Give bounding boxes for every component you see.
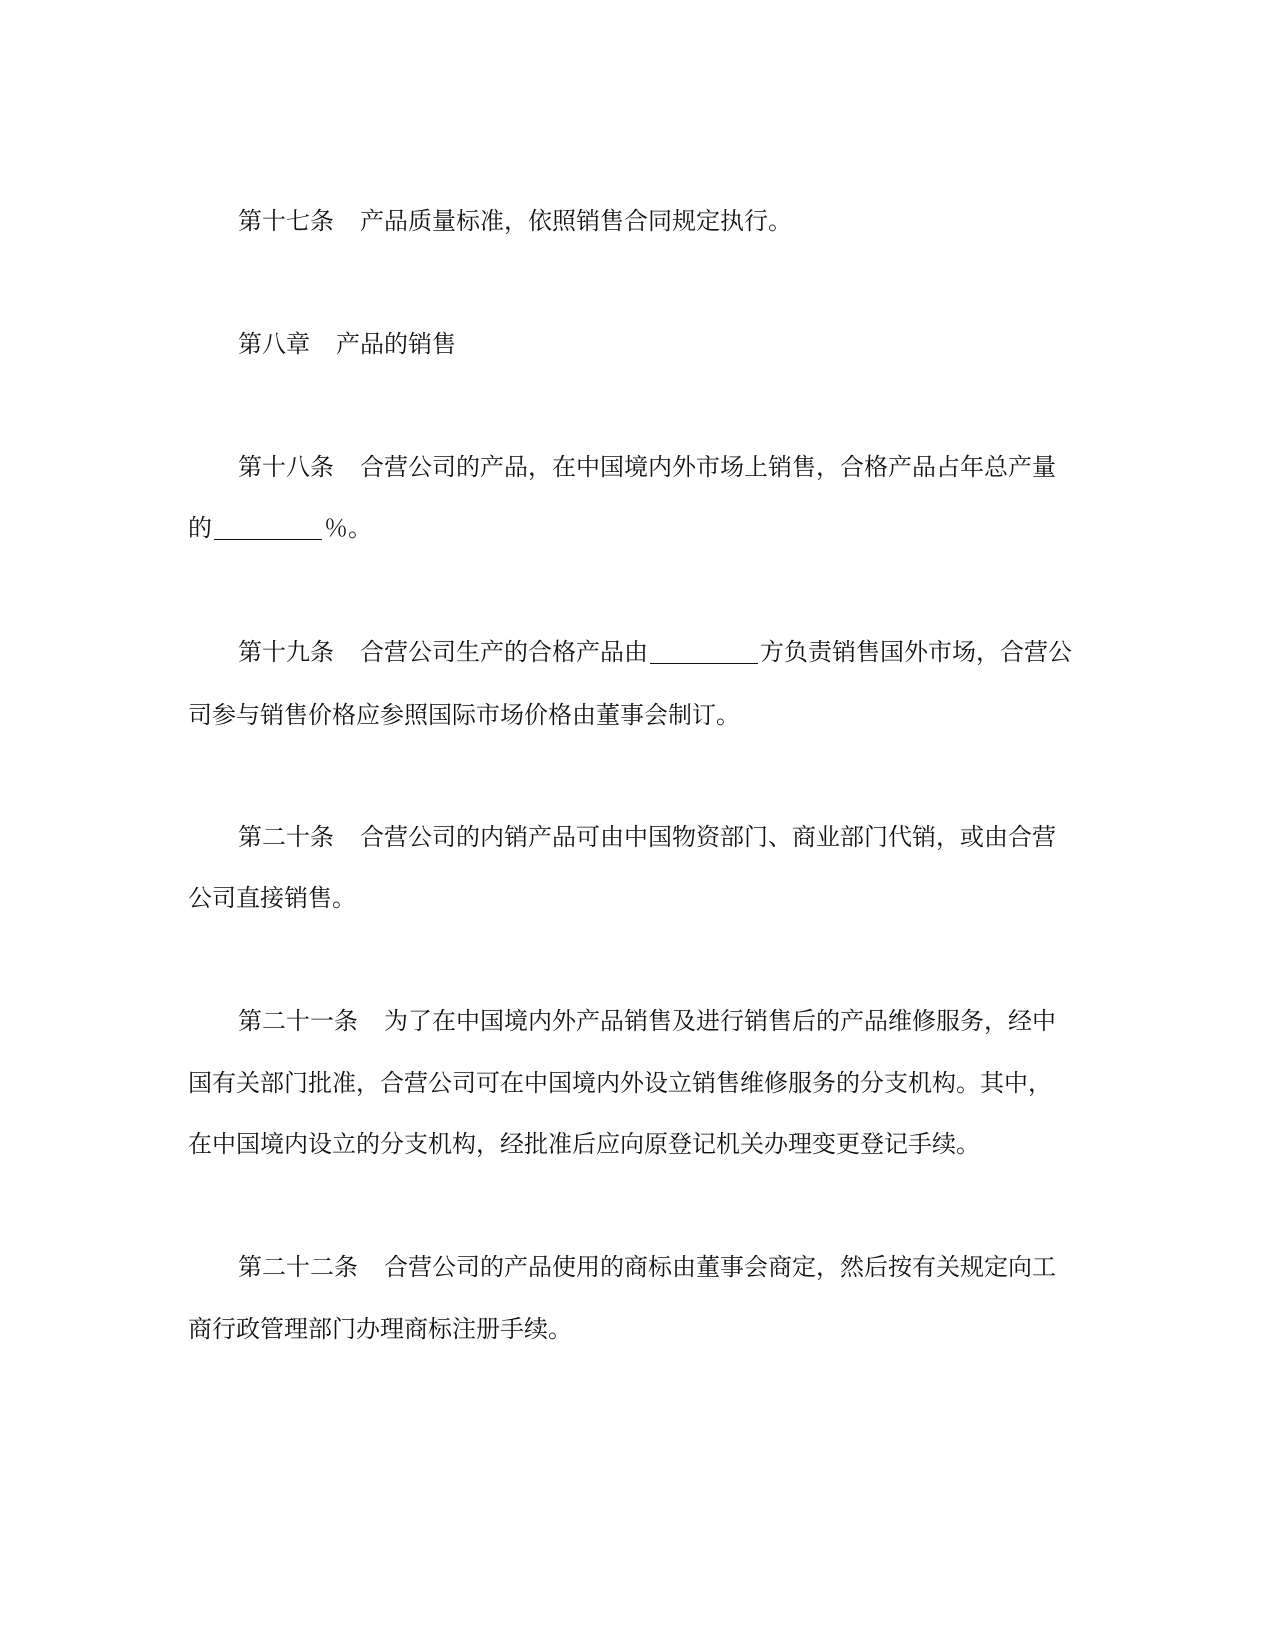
- article-18-text-1: 合营公司的产品，在中国境内外市场上销售，合格产品占年总产量: [360, 453, 1056, 481]
- article-22-text-1: 合营公司的产品使用的商标由董事会商定，然后按有关规定向工: [384, 1253, 1056, 1281]
- article-19-line-1: [238, 637, 1138, 667]
- article-19-text-2: 司参与销售价格应参照国际市场价格由董事会制订。: [188, 701, 740, 729]
- article-18-line-1: [238, 452, 1138, 482]
- article-17-text: 产品质量标准，依照销售合同规定执行。: [360, 207, 792, 235]
- article-21-line-1: [238, 1006, 1138, 1036]
- article-18-text-2a: 的: [188, 514, 212, 542]
- article-22-text-2: 商行政管理部门办理商标注册手续。: [188, 1315, 572, 1343]
- article-20-line-2: [188, 883, 1088, 913]
- article-21-line-3: [188, 1129, 1088, 1159]
- percentage-blank: [214, 515, 322, 540]
- article-22-line-2: [188, 1314, 1088, 1344]
- article-21-line-2: [188, 1068, 1088, 1098]
- chapter-8-title: 产品的销售: [336, 330, 456, 358]
- article-22-line-1: [238, 1252, 1138, 1282]
- article-20-text-1: 合营公司的内销产品可由中国物资部门、商业部门代销，或由合营: [360, 823, 1056, 851]
- article-19-text-1b: 方负责销售国外市场，合营公: [760, 638, 1072, 666]
- article-21-text-2: 国有关部门批准，合营公司可在中国境内外设立销售维修服务的分支机构。其中，: [188, 1069, 1052, 1097]
- article-21-number: 第二十一条: [238, 1007, 358, 1035]
- article-18-number: 第十八条: [238, 453, 334, 481]
- chapter-8-number: 第八章: [238, 330, 310, 358]
- article-19-number: 第十九条: [238, 638, 334, 666]
- article-17-number: 第十七条: [238, 207, 334, 235]
- article-21-text-1: 为了在中国境内外产品销售及进行销售后的产品维修服务，经中: [384, 1007, 1056, 1035]
- article-18-line-2: [188, 513, 1088, 543]
- article-18-text-2b: ％。: [324, 514, 372, 542]
- article-19-line-2: [188, 700, 1088, 730]
- article-22-number: 第二十二条: [238, 1253, 358, 1281]
- article-19-text-1a: 合营公司生产的合格产品由: [360, 638, 648, 666]
- article-17-line-1: [238, 206, 1138, 236]
- party-blank: [650, 639, 758, 664]
- article-20-text-2: 公司直接销售。: [188, 884, 356, 912]
- article-21-text-3: 在中国境内设立的分支机构，经批准后应向原登记机关办理变更登记手续。: [188, 1130, 980, 1158]
- chapter-8-heading: [238, 329, 1138, 359]
- article-20-line-1: [238, 822, 1138, 852]
- article-20-number: 第二十条: [238, 823, 334, 851]
